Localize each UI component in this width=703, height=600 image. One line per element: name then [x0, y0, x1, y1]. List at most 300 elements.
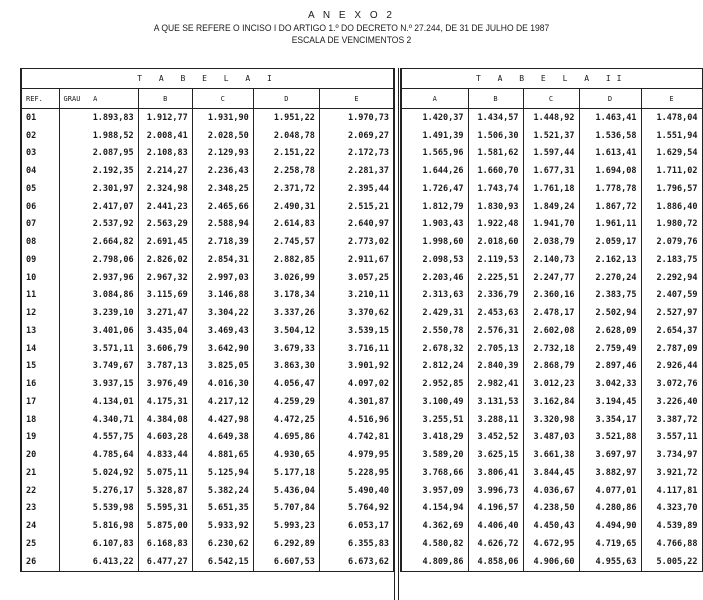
value-cell: 2.192,35	[59, 162, 138, 180]
value-cell: 2.563,29	[138, 216, 192, 234]
value-cell: 5.276,17	[59, 482, 138, 500]
table-row	[401, 162, 702, 180]
value-cell: 2.453,63	[468, 304, 523, 322]
value-cell: 2.537,92	[59, 216, 138, 234]
table-row	[401, 500, 702, 518]
value-cell: 2.059,17	[579, 233, 641, 251]
value-cell: 4.719,65	[579, 535, 641, 553]
value-cell: 2.087,95	[59, 145, 138, 163]
value-cell: 4.742,81	[319, 429, 393, 447]
value-cell: 2.840,39	[468, 358, 523, 376]
table-row	[21, 446, 394, 464]
tabela-1	[20, 68, 394, 572]
col-header: B	[138, 89, 192, 109]
value-cell: 3.370,62	[319, 304, 393, 322]
col-header: B	[468, 89, 523, 109]
table-row	[21, 127, 394, 145]
ref-cell: 05	[21, 180, 59, 198]
value-cell: 3.354,17	[579, 411, 641, 429]
table-row	[21, 464, 394, 482]
grau-label: GRAU	[63, 94, 81, 103]
value-cell: 3.194,45	[579, 393, 641, 411]
value-cell: 1.988,52	[59, 127, 138, 145]
ref-cell: 16	[21, 375, 59, 393]
table-row	[21, 322, 394, 340]
table-divider	[394, 68, 399, 600]
value-cell: 5.328,87	[138, 482, 192, 500]
value-cell: 4.238,50	[523, 500, 579, 518]
table-row	[21, 500, 394, 518]
value-cell: 5.075,11	[138, 464, 192, 482]
ref-cell: 13	[21, 322, 59, 340]
value-cell: 2.348,25	[192, 180, 253, 198]
value-cell: 2.336,79	[468, 287, 523, 305]
value-cell: 2.614,83	[253, 216, 319, 234]
value-cell: 2.502,94	[579, 304, 641, 322]
table-row	[21, 517, 394, 535]
ref-cell: 06	[21, 198, 59, 216]
value-cell: 2.360,16	[523, 287, 579, 305]
ref-cell: 25	[21, 535, 59, 553]
value-cell: 2.812,24	[401, 358, 468, 376]
value-cell: 4.672,95	[523, 535, 579, 553]
value-cell: 2.911,67	[319, 251, 393, 269]
table-row	[21, 340, 394, 358]
value-cell: 3.100,49	[401, 393, 468, 411]
value-cell: 3.642,90	[192, 340, 253, 358]
value-cell: 3.452,52	[468, 429, 523, 447]
value-cell: 2.270,24	[579, 269, 641, 287]
value-cell: 4.340,71	[59, 411, 138, 429]
table-row	[21, 429, 394, 447]
value-cell: 2.162,13	[579, 251, 641, 269]
table-row	[401, 393, 702, 411]
value-cell: 3.084,86	[59, 287, 138, 305]
value-cell: 1.565,96	[401, 145, 468, 163]
value-cell: 6.053,17	[319, 517, 393, 535]
value-cell: 2.745,57	[253, 233, 319, 251]
value-cell: 4.881,65	[192, 446, 253, 464]
value-cell: 1.726,47	[401, 180, 468, 198]
col-header: C	[523, 89, 579, 109]
value-cell: 2.028,50	[192, 127, 253, 145]
table-row	[401, 535, 702, 553]
value-cell: 2.952,85	[401, 375, 468, 393]
value-cell: 2.640,97	[319, 216, 393, 234]
value-cell: 1.951,22	[253, 109, 319, 127]
value-cell: 4.516,96	[319, 411, 393, 429]
table-row	[401, 251, 702, 269]
table-row	[21, 375, 394, 393]
value-cell: 3.571,11	[59, 340, 138, 358]
value-cell: 1.629,54	[641, 145, 702, 163]
value-cell: 6.168,83	[138, 535, 192, 553]
value-cell: 4.016,30	[192, 375, 253, 393]
value-cell: 4.280,86	[579, 500, 641, 518]
value-cell: 1.694,08	[579, 162, 641, 180]
value-cell: 3.716,11	[319, 340, 393, 358]
salary-scale-title: ESCALA DE VENCIMENTOS 2	[291, 35, 412, 46]
value-cell: 1.478,04	[641, 109, 702, 127]
table-row	[401, 322, 702, 340]
value-cell: 4.154,94	[401, 500, 468, 518]
value-cell: 1.581,62	[468, 145, 523, 163]
value-cell: 6.107,83	[59, 535, 138, 553]
value-cell: 1.893,83	[59, 109, 138, 127]
table-row	[401, 429, 702, 447]
value-cell: 2.383,75	[579, 287, 641, 305]
value-cell: 2.718,39	[192, 233, 253, 251]
value-cell: 6.413,22	[59, 553, 138, 571]
value-cell: 5.595,31	[138, 500, 192, 518]
value-cell: 5.005,22	[641, 553, 702, 571]
value-cell: 1.536,58	[579, 127, 641, 145]
value-cell: 1.812,79	[401, 198, 468, 216]
table-row	[21, 251, 394, 269]
value-cell: 2.313,63	[401, 287, 468, 305]
col-header: A	[401, 89, 468, 109]
value-cell: 1.941,70	[523, 216, 579, 234]
table-row	[21, 304, 394, 322]
value-cell: 4.384,08	[138, 411, 192, 429]
table-row	[21, 180, 394, 198]
value-cell: 2.732,18	[523, 340, 579, 358]
value-cell: 5.816,98	[59, 517, 138, 535]
value-cell: 2.441,23	[138, 198, 192, 216]
value-cell: 6.607,53	[253, 553, 319, 571]
value-cell: 1.463,41	[579, 109, 641, 127]
table-row	[401, 269, 702, 287]
value-cell: 2.281,37	[319, 162, 393, 180]
value-cell: 2.407,59	[641, 287, 702, 305]
value-cell: 2.997,03	[192, 269, 253, 287]
value-cell: 2.129,93	[192, 145, 253, 163]
value-cell: 4.539,89	[641, 517, 702, 535]
table-row	[401, 216, 702, 234]
value-cell: 2.324,98	[138, 180, 192, 198]
value-cell: 1.867,72	[579, 198, 641, 216]
value-cell: 3.557,11	[641, 429, 702, 447]
table-row	[21, 216, 394, 234]
value-cell: 1.931,90	[192, 109, 253, 127]
value-cell: 1.597,44	[523, 145, 579, 163]
value-cell: 2.018,60	[468, 233, 523, 251]
table-row	[401, 358, 702, 376]
value-cell: 2.787,09	[641, 340, 702, 358]
value-cell: 3.539,15	[319, 322, 393, 340]
value-cell: 3.304,22	[192, 304, 253, 322]
value-cell: 2.008,41	[138, 127, 192, 145]
ref-cell: 15	[21, 358, 59, 376]
value-cell: 3.768,66	[401, 464, 468, 482]
value-cell: 3.178,34	[253, 287, 319, 305]
value-cell: 3.996,73	[468, 482, 523, 500]
value-cell: 3.504,12	[253, 322, 319, 340]
value-cell: 1.980,72	[641, 216, 702, 234]
value-cell: 3.162,84	[523, 393, 579, 411]
value-cell: 3.337,26	[253, 304, 319, 322]
table-row	[21, 198, 394, 216]
value-cell: 2.854,31	[192, 251, 253, 269]
table-row	[21, 269, 394, 287]
value-cell: 2.588,94	[192, 216, 253, 234]
value-cell: 2.465,66	[192, 198, 253, 216]
value-cell: 3.320,98	[523, 411, 579, 429]
tabela-2-title: T A B E L A II	[401, 69, 702, 89]
value-cell: 1.903,43	[401, 216, 468, 234]
value-cell: 4.134,01	[59, 393, 138, 411]
value-cell: 4.785,64	[59, 446, 138, 464]
value-cell: 2.038,79	[523, 233, 579, 251]
ref-header: REF.	[21, 89, 59, 109]
value-cell: 3.806,41	[468, 464, 523, 482]
value-cell: 2.602,08	[523, 322, 579, 340]
value-cell: 4.056,47	[253, 375, 319, 393]
ref-cell: 23	[21, 500, 59, 518]
value-cell: 2.069,27	[319, 127, 393, 145]
value-cell: 3.976,49	[138, 375, 192, 393]
value-cell: 2.937,96	[59, 269, 138, 287]
value-cell: 4.580,82	[401, 535, 468, 553]
value-cell: 2.515,21	[319, 198, 393, 216]
value-cell: 5.993,23	[253, 517, 319, 535]
ref-cell: 11	[21, 287, 59, 305]
value-cell: 4.450,43	[523, 517, 579, 535]
value-cell: 4.472,25	[253, 411, 319, 429]
ref-cell: 10	[21, 269, 59, 287]
value-cell: 1.551,94	[641, 127, 702, 145]
value-cell: 2.897,46	[579, 358, 641, 376]
table-row	[401, 411, 702, 429]
ref-cell: 21	[21, 464, 59, 482]
col-header: C	[192, 89, 253, 109]
value-cell: 3.387,72	[641, 411, 702, 429]
value-cell: 2.429,31	[401, 304, 468, 322]
value-cell: 1.970,73	[319, 109, 393, 127]
value-cell: 1.796,57	[641, 180, 702, 198]
value-cell: 1.830,93	[468, 198, 523, 216]
annex-subtitle: A QUE SE REFERE O INCISO I DO ARTIGO 1.º DO DECRETO N.º 27.244, DE 31 DE JULHO DE 1987	[153, 23, 550, 34]
value-cell: 4.557,75	[59, 429, 138, 447]
value-cell: 2.478,17	[523, 304, 579, 322]
value-cell: 1.491,39	[401, 127, 468, 145]
ref-cell: 03	[21, 145, 59, 163]
value-cell: 6.292,89	[253, 535, 319, 553]
value-cell: 3.115,69	[138, 287, 192, 305]
value-cell: 2.119,53	[468, 251, 523, 269]
table-row	[21, 553, 394, 571]
value-cell: 3.057,25	[319, 269, 393, 287]
value-cell: 2.926,44	[641, 358, 702, 376]
value-cell: 2.236,43	[192, 162, 253, 180]
ref-cell: 19	[21, 429, 59, 447]
value-cell: 4.649,38	[192, 429, 253, 447]
tabela-1-title: T A B E L A I	[21, 69, 394, 89]
table-row	[401, 464, 702, 482]
value-cell: 2.678,32	[401, 340, 468, 358]
value-cell: 3.749,67	[59, 358, 138, 376]
value-cell: 2.826,02	[138, 251, 192, 269]
value-cell: 2.628,09	[579, 322, 641, 340]
value-cell: 2.172,73	[319, 145, 393, 163]
value-cell: 4.196,57	[468, 500, 523, 518]
value-cell: 1.677,31	[523, 162, 579, 180]
value-cell: 4.833,44	[138, 446, 192, 464]
value-cell: 2.258,78	[253, 162, 319, 180]
ref-cell: 01	[21, 109, 59, 127]
value-cell: 4.097,02	[319, 375, 393, 393]
value-cell: 3.239,10	[59, 304, 138, 322]
value-cell: 3.937,15	[59, 375, 138, 393]
table-row	[401, 304, 702, 322]
value-cell: 1.998,60	[401, 233, 468, 251]
value-cell: 3.271,47	[138, 304, 192, 322]
table-row	[21, 109, 394, 127]
value-cell: 2.301,97	[59, 180, 138, 198]
value-cell: 4.301,87	[319, 393, 393, 411]
value-cell: 2.967,32	[138, 269, 192, 287]
annex-title: A N E X O 2	[308, 10, 395, 21]
value-cell: 3.255,51	[401, 411, 468, 429]
value-cell: 2.798,06	[59, 251, 138, 269]
value-cell: 4.603,28	[138, 429, 192, 447]
table-row	[401, 180, 702, 198]
value-cell: 5.382,24	[192, 482, 253, 500]
ref-cell: 17	[21, 393, 59, 411]
ref-cell: 02	[21, 127, 59, 145]
value-cell: 3.435,04	[138, 322, 192, 340]
table-row	[21, 482, 394, 500]
value-cell: 5.228,95	[319, 464, 393, 482]
table-row	[401, 127, 702, 145]
value-cell: 1.521,37	[523, 127, 579, 145]
value-cell: 3.401,06	[59, 322, 138, 340]
value-cell: 1.912,77	[138, 109, 192, 127]
value-cell: 6.355,83	[319, 535, 393, 553]
value-cell: 3.697,97	[579, 446, 641, 464]
col-header: D	[253, 89, 319, 109]
value-cell: 3.589,20	[401, 446, 468, 464]
value-cell: 4.323,70	[641, 500, 702, 518]
value-cell: 1.448,92	[523, 109, 579, 127]
value-cell: 3.131,53	[468, 393, 523, 411]
table-row	[401, 517, 702, 535]
value-cell: 6.673,62	[319, 553, 393, 571]
value-cell: 3.072,76	[641, 375, 702, 393]
value-cell: 4.858,06	[468, 553, 523, 571]
value-cell: 1.613,41	[579, 145, 641, 163]
table-row	[401, 482, 702, 500]
value-cell: 3.146,88	[192, 287, 253, 305]
value-cell: 1.420,37	[401, 109, 468, 127]
value-cell: 2.759,49	[579, 340, 641, 358]
table-row	[401, 553, 702, 571]
value-cell: 1.743,74	[468, 180, 523, 198]
ref-cell: 24	[21, 517, 59, 535]
value-cell: 5.125,94	[192, 464, 253, 482]
value-cell: 2.183,75	[641, 251, 702, 269]
value-cell: 4.217,12	[192, 393, 253, 411]
value-cell: 3.210,11	[319, 287, 393, 305]
value-cell: 2.203,46	[401, 269, 468, 287]
ref-cell: 22	[21, 482, 59, 500]
table-row	[21, 411, 394, 429]
col-header: D	[579, 89, 641, 109]
table-row	[21, 393, 394, 411]
table-row	[21, 535, 394, 553]
ref-cell: 18	[21, 411, 59, 429]
value-cell: 4.979,95	[319, 446, 393, 464]
grau-a-header	[59, 89, 138, 109]
value-cell: 3.957,09	[401, 482, 468, 500]
value-cell: 3.844,45	[523, 464, 579, 482]
value-cell: 5.707,84	[253, 500, 319, 518]
value-cell: 2.868,79	[523, 358, 579, 376]
table-row	[21, 287, 394, 305]
value-cell: 1.761,18	[523, 180, 579, 198]
value-cell: 2.395,44	[319, 180, 393, 198]
value-cell: 4.362,69	[401, 517, 468, 535]
value-cell: 5.764,92	[319, 500, 393, 518]
value-cell: 3.679,33	[253, 340, 319, 358]
table-row	[401, 109, 702, 127]
value-cell: 3.901,92	[319, 358, 393, 376]
value-cell: 5.436,04	[253, 482, 319, 500]
value-cell: 2.691,45	[138, 233, 192, 251]
value-cell: 2.140,73	[523, 251, 579, 269]
value-cell: 4.695,86	[253, 429, 319, 447]
value-cell: 3.825,05	[192, 358, 253, 376]
value-cell: 4.117,81	[641, 482, 702, 500]
ref-cell: 04	[21, 162, 59, 180]
value-cell: 5.651,35	[192, 500, 253, 518]
value-cell: 2.705,13	[468, 340, 523, 358]
value-cell: 3.226,40	[641, 393, 702, 411]
value-cell: 2.151,22	[253, 145, 319, 163]
value-cell: 3.921,72	[641, 464, 702, 482]
value-cell: 1.849,24	[523, 198, 579, 216]
value-cell: 4.906,60	[523, 553, 579, 571]
value-cell: 3.418,29	[401, 429, 468, 447]
value-cell: 4.930,65	[253, 446, 319, 464]
value-cell: 3.288,11	[468, 411, 523, 429]
value-cell: 2.882,85	[253, 251, 319, 269]
table-row	[401, 233, 702, 251]
value-cell: 4.955,63	[579, 553, 641, 571]
value-cell: 4.259,29	[253, 393, 319, 411]
value-cell: 2.773,02	[319, 233, 393, 251]
value-cell: 2.214,27	[138, 162, 192, 180]
value-cell: 2.225,51	[468, 269, 523, 287]
value-cell: 4.406,40	[468, 517, 523, 535]
value-cell: 2.982,41	[468, 375, 523, 393]
value-cell: 3.882,97	[579, 464, 641, 482]
ref-cell: 12	[21, 304, 59, 322]
value-cell: 2.490,31	[253, 198, 319, 216]
value-cell: 1.434,57	[468, 109, 523, 127]
value-cell: 1.660,70	[468, 162, 523, 180]
value-cell: 5.875,00	[138, 517, 192, 535]
value-cell: 2.576,31	[468, 322, 523, 340]
value-cell: 4.036,67	[523, 482, 579, 500]
value-cell: 2.108,83	[138, 145, 192, 163]
table-row	[21, 358, 394, 376]
value-cell: 5.024,92	[59, 464, 138, 482]
value-cell: 2.371,72	[253, 180, 319, 198]
ref-cell: 14	[21, 340, 59, 358]
value-cell: 2.048,78	[253, 127, 319, 145]
col-header: E	[319, 89, 393, 109]
